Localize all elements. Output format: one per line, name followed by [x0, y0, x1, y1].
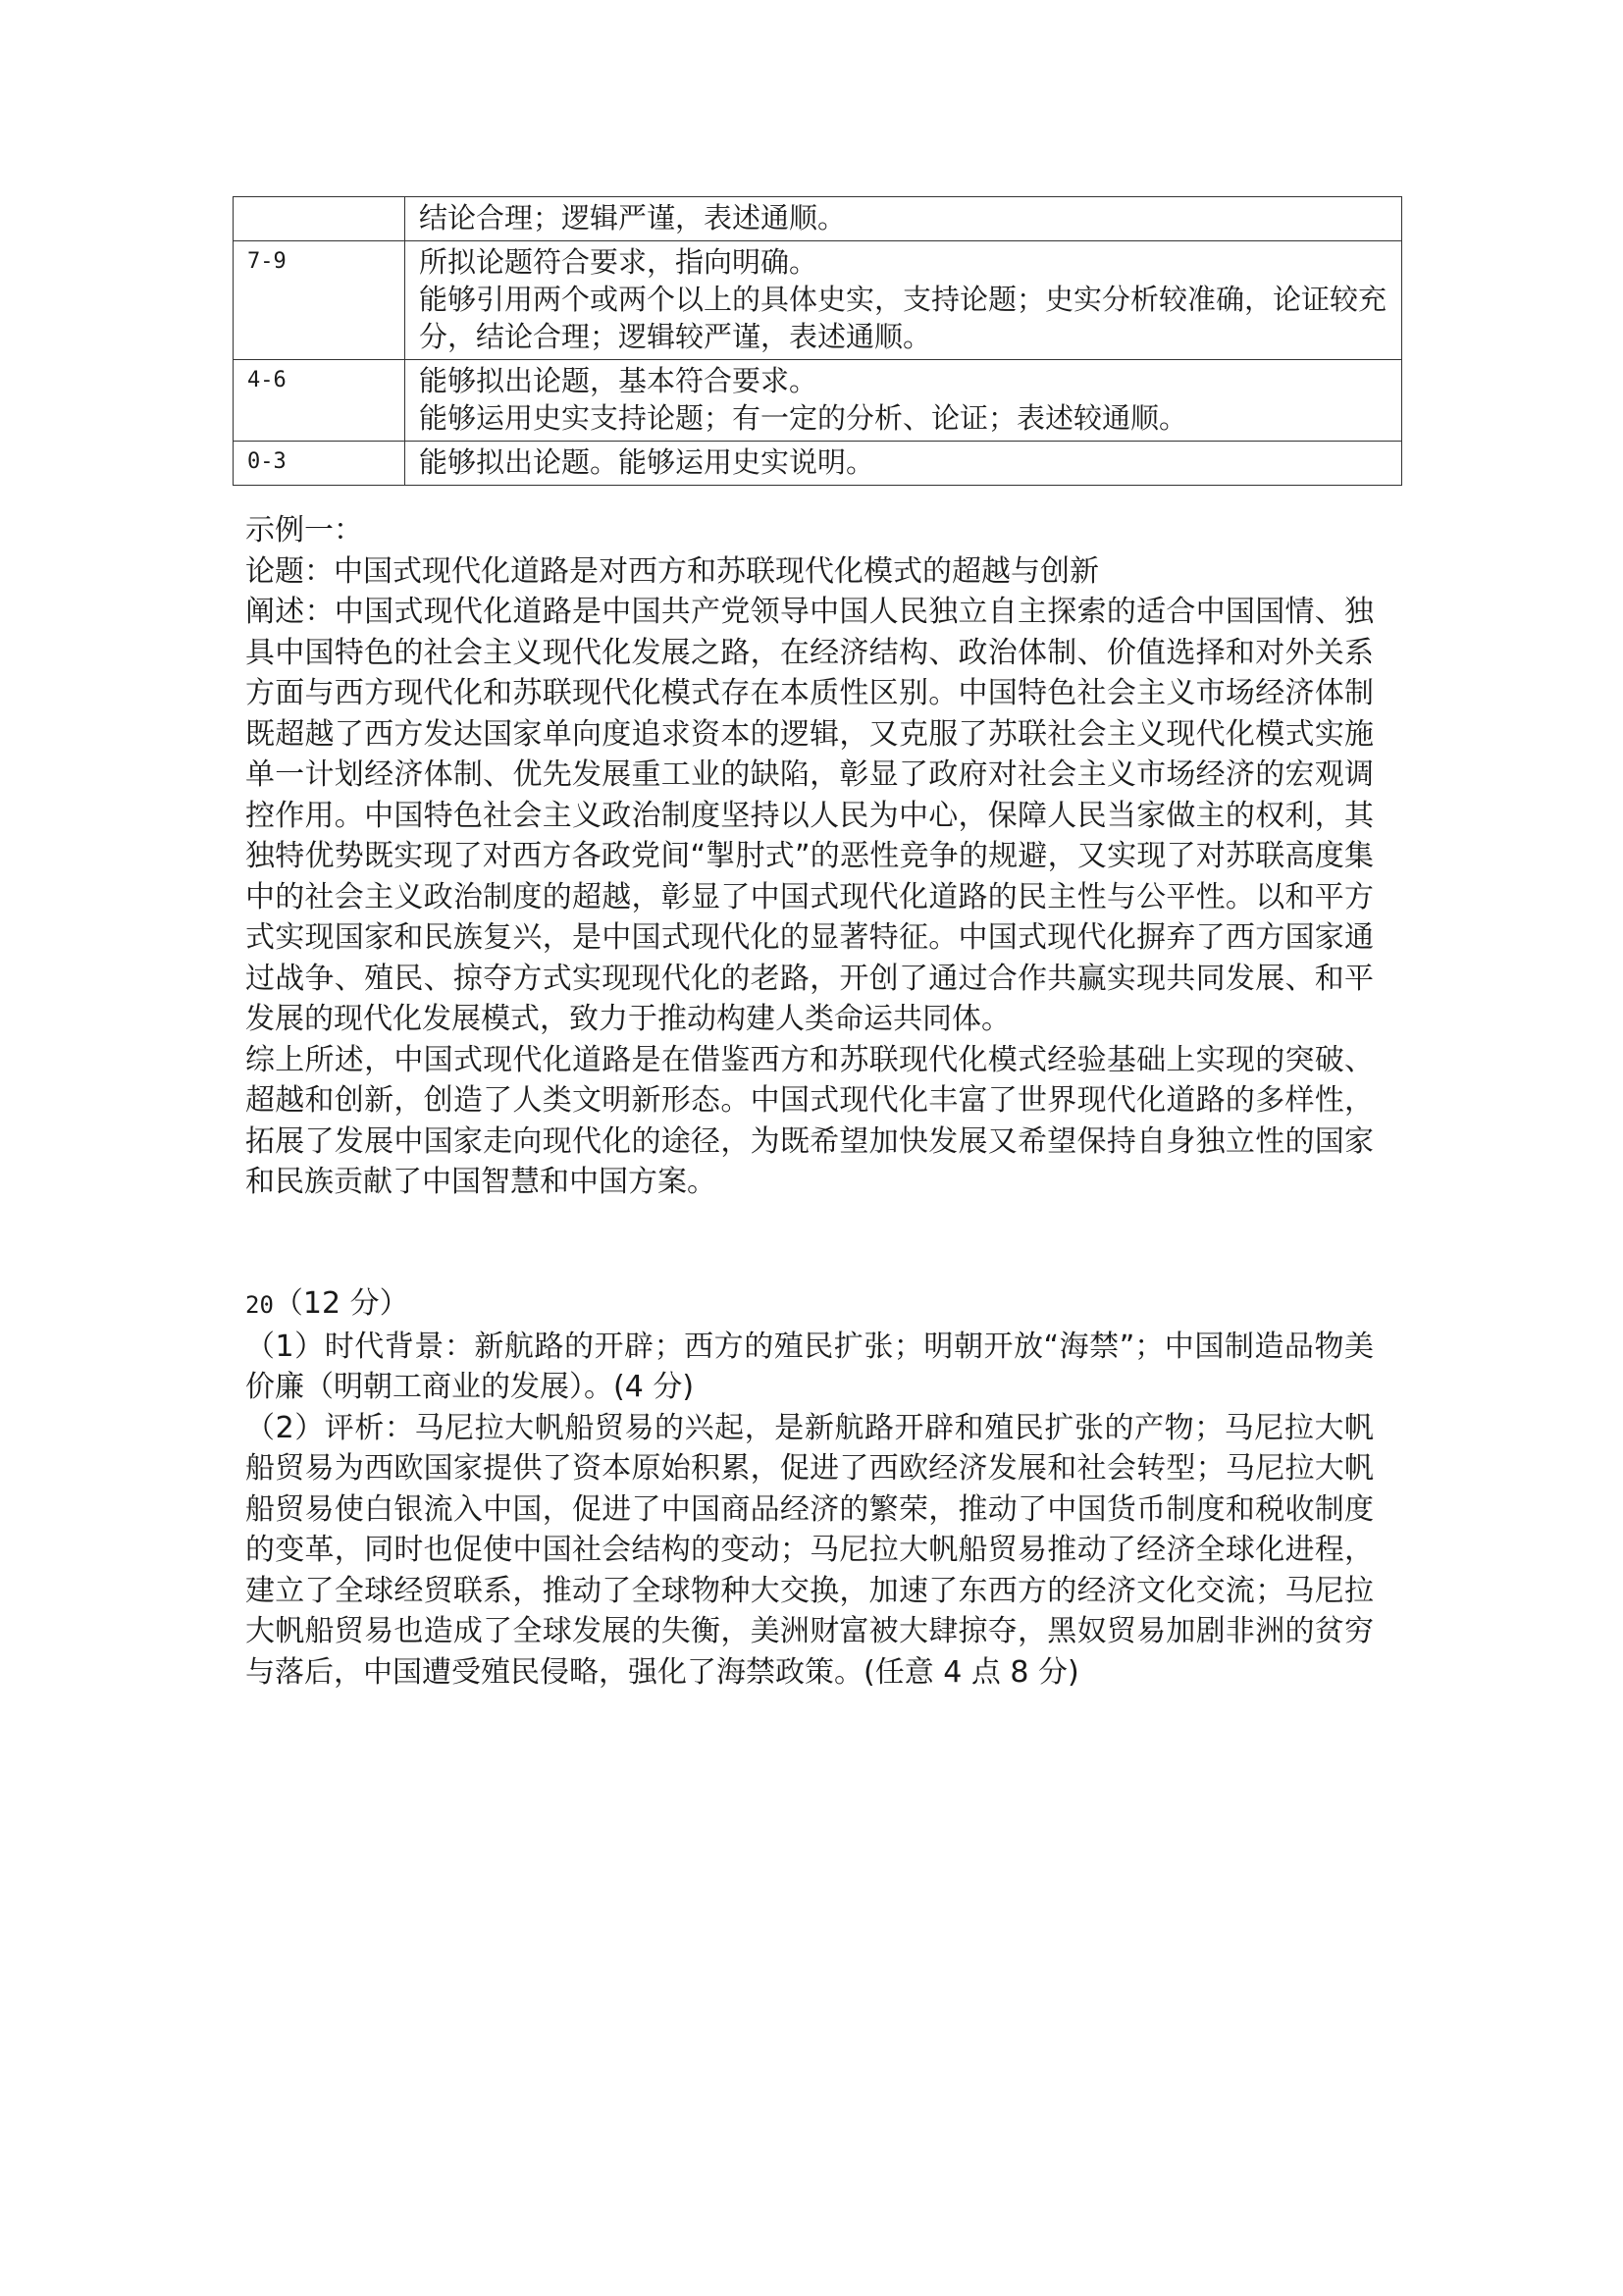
answer-part-1	[245, 1327, 1374, 1408]
question-points: （12 分）	[273, 1286, 409, 1321]
rubric-criteria-line: 分，结论合理；逻辑较严谨，表述通顺。	[419, 320, 932, 353]
rubric-score: 4-6	[234, 360, 405, 442]
part-1-prefix: （1）	[245, 1329, 325, 1364]
example-conclusion: 综上所述，中国式现代化道路是在借鉴西方和苏联现代化模式经验基础上实现的突破、超越和创新，创造了人类文明新形态。中国式现代化丰富了世界现代化道路的多样性，拓展了发展中国家走向现代化的途径，为既希望加快发展又希望保持自身独立性的国家和民族贡献了中国智慧和中国方案。	[245, 1042, 1374, 1199]
rubric-criteria-line: 所拟论题符合要求，指向明确。	[419, 245, 818, 279]
rubric-score: 7-9	[234, 241, 405, 360]
rubric-row	[234, 241, 1402, 360]
rubric-row	[234, 360, 1402, 442]
rubric-criteria	[405, 442, 1402, 486]
rubric-criteria-line: 能够引用两个或两个以上的具体史实，支持论题；史实分析较准确，论证较充	[419, 283, 1387, 316]
example-answer	[245, 510, 1374, 1203]
rubric-criteria	[405, 241, 1402, 360]
part-1-text: 时代背景：新航路的开辟；西方的殖民扩张；明朝开放“海禁”；中国制造品物美价廉（明朝工商业的发展）。	[245, 1329, 1374, 1404]
rubric-criteria	[405, 197, 1402, 241]
example-heading: 示例一：	[245, 513, 363, 548]
question-number: 20	[245, 1291, 274, 1319]
example-thesis: 论题：中国式现代化道路是对西方和苏联现代化模式的超越与创新	[245, 553, 1099, 589]
rubric-criteria-line: 能够拟出论题，基本符合要求。	[419, 364, 818, 397]
part-2-score: (任意 4 点 8 分)	[864, 1654, 1079, 1690]
part-1-score: (4 分)	[613, 1370, 695, 1404]
rubric-criteria-line: 能够拟出论题。能够运用史实说明。	[419, 445, 875, 479]
rubric-criteria-line: 能够运用史实支持论题；有一定的分析、论证；表述较通顺。	[419, 401, 1188, 435]
example-body: 阐述：中国式现代化道路是中国共产党领导中国人民独立自主探索的适合中国国情、独具中国特色的社会主义现代化发展之路，在经济结构、政治体制、价值选择和对外关系方面与西方现代化和苏联现代化模式存在本质性区别。中国特色社会主义市场经济体制既超越了西方发达国家单向度追求资本的逻辑，又克服了苏联社会主义现代化模式实施单一计划经济体制、优先发展重工业的缺陷，彰显了政府对社会主义市场经济的宏观调控作用。中国特色社会主义政治制度坚持以人民为中心，保障人民当家做主的权利，其独特优势既实现了对西方各政党间“掣肘式”的恶性竞争的规避，又实现了对苏联高度集中的社会主义政治制度的超越，彰显了中国式现代化道路的民主性与公平性。以和平方式实现国家和民族复兴，是中国式现代化的显著特征。中国式现代化摒弃了西方国家通过战争、殖民、掠夺方式实现现代化的老路，开创了通过合作共赢实现共同发展、和平发展的现代化发展模式，致力于推动构建人类命运共同体。	[245, 595, 1374, 1036]
rubric-score	[234, 197, 405, 241]
rubric-score: 0-3	[234, 442, 405, 486]
question-20-answer	[245, 1283, 1374, 1693]
question-header	[245, 1283, 1374, 1327]
part-2-prefix: （2）	[245, 1410, 325, 1445]
part-2-text: 评析：马尼拉大帆船贸易的兴起，是新航路开辟和殖民扩张的产物；马尼拉大帆船贸易为西欧国家提供了资本原始积累，促进了西欧经济发展和社会转型；马尼拉大帆船贸易使白银流入中国，促进了中国商品经济的繁荣，推动了中国货币制度和税收制度的变革，同时也促使中国社会结构的变动；马尼拉大帆船贸易推动了经济全球化进程，建立了全球经贸联系，推动了全球物种大交换，加速了东西方的经济文化交流；马尼拉大帆船贸易也造成了全球发展的失衡，美洲财富被大肆掠夺，黑奴贸易加剧非洲的贫穷与落后，中国遭受殖民侵略，强化了海禁政策。	[245, 1410, 1375, 1690]
rubric-criteria	[405, 360, 1402, 442]
answer-part-2	[245, 1408, 1374, 1694]
rubric-row	[234, 442, 1402, 486]
rubric-criteria-line: 结论合理；逻辑严谨，表述通顺。	[419, 201, 847, 235]
scoring-rubric-table	[233, 196, 1402, 486]
rubric-row	[234, 197, 1402, 241]
